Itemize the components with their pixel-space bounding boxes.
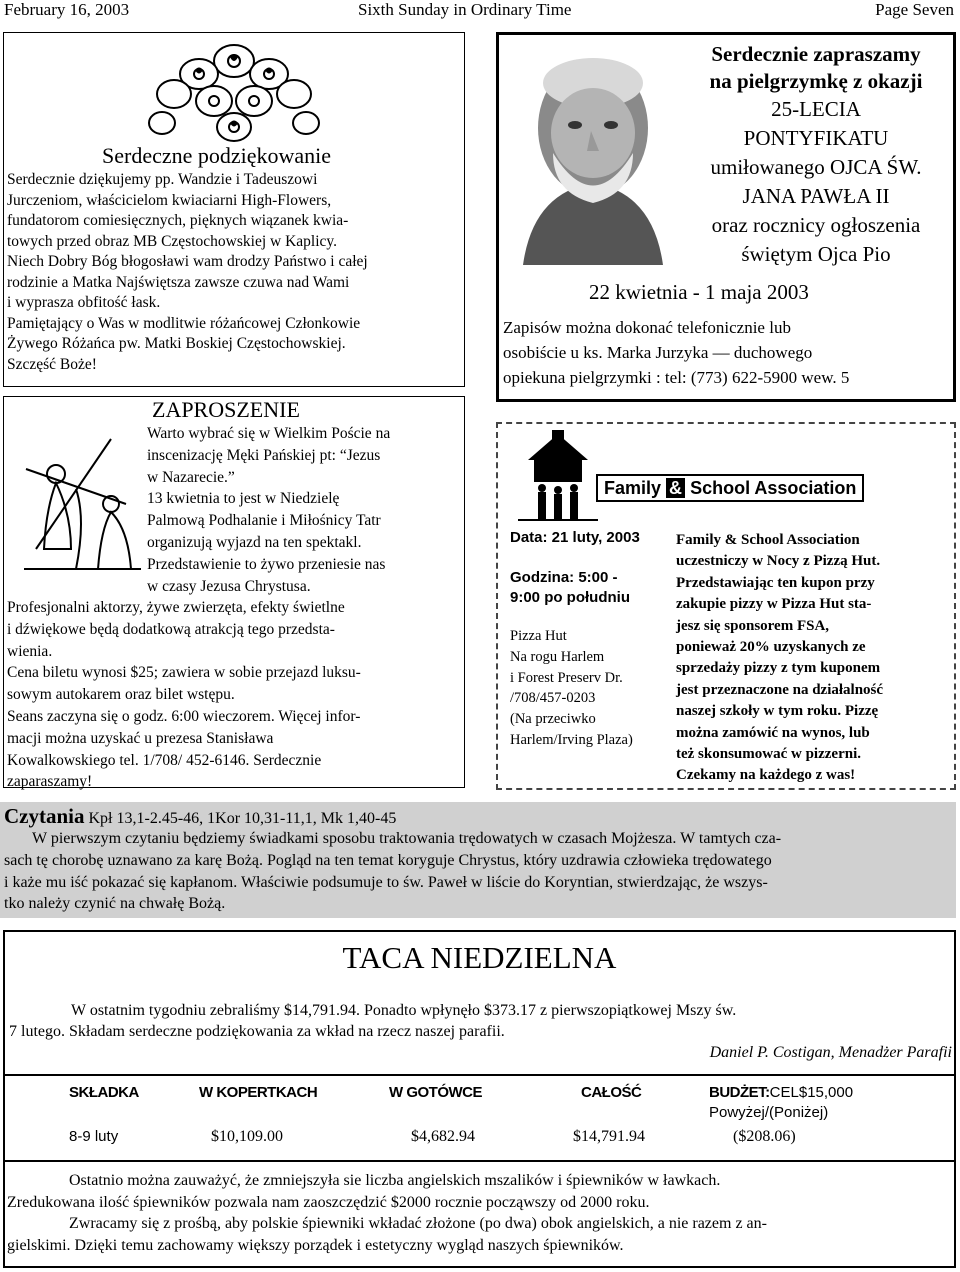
fsa-text-line: naszej szkoły w tym roku. Pizzę [676,703,879,720]
fsa-text-line: można zamówić na wynos, lub [676,724,870,741]
fsa-text-line: też skonsumować w pizzerni. [676,746,861,763]
header-date: February 16, 2003 [4,0,130,19]
fsa-logo-family: Family [604,478,662,498]
thanks-line: i wyprasza obfitość łask. [7,294,161,311]
row-gotowka: $4,682.94 [411,1128,475,1145]
col-header-skladka: SKŁADKA [69,1084,139,1101]
fsa-text-line: Czekamy na każdego z was! [676,767,856,784]
invite-line: Przedstawienie to żywo przeniesie nas [147,555,386,573]
invite-line: Kowalkowskiego tel. 1/708/ 452-6146. Serdecznie [7,751,322,769]
col-header-kopertki: W KOPERTKACH [199,1084,318,1101]
fsa-description [676,530,952,787]
pilgrimage-line: PONTYFIKATU [743,126,889,150]
pilgrimage-line: umiłowanego OJCA ŚW. [710,155,922,179]
invite-line: sowym autokarem oraz bilet wstępu. [7,686,235,704]
readings-section [0,802,956,918]
pilgrimage-info [503,315,955,390]
budget-value: CEL$15,000 [769,1084,854,1101]
fsa-text-line: jesz się sponsorem FSA, [676,617,830,634]
readings-line: W pierwszym czytaniu będziemy świadkami sposobu traktowania trędowatych w czasach Mojżesza. W tamtych cza- [32,830,782,847]
pilgrimage-line: JANA PAWŁA II [742,184,890,208]
pilgrimage-line: świętym Ojca Pio [741,242,891,266]
taca-note-line: gielskimi. Dzięki temu zachowamy większy porządek i estetyczny wygląd naszych śpiewników. [7,1236,624,1254]
taca-note-line: Ostatnio można zauważyć, że zmniejszyła sie liczba angielskich mszalików i śpiewników w ławkach. [69,1172,721,1189]
fsa-text-line: uczestniczy w Nocy z Pizzą Hut. [676,553,881,570]
school-house-icon [518,430,598,522]
stations-of-cross-illustration [16,429,146,579]
invite-line: Cena biletu wynosi $25; zawiera w sobie przejazd luksu- [7,664,361,682]
taca-note [7,1170,952,1256]
readings-line: i każe mu iść pokazać się kapłanom. Właściwie podsumuje to św. Paweł w liście do Koryntian, stwierdzając, że wszys- [4,873,768,891]
fsa-date: Data: 21 luty, 2003 [510,529,640,546]
invite-line: wienia. [7,642,53,660]
invitation-box [3,396,465,791]
padre-pio-portrait [513,43,673,265]
fsa-text-line: ponieważ 20% uzyskanych ze [676,639,866,656]
fsa-place [510,626,633,751]
budget-sub: Powyżej/(Poniżej) [709,1104,829,1121]
thanks-line: rodzinie a Matka Najświętsza zawsze czuwa nad Wami [7,273,350,291]
fsa-place-line: Harlem/Irving Plaza) [510,731,633,748]
invite-line: Profesjonalni aktorzy, żywe zwierzęta, efekty świetlne [7,599,345,616]
taca-signature: Daniel P. Costigan, Menadżer Parafii [709,1044,952,1061]
taca-body [9,1000,949,1042]
fsa-text-line: zakupie pizzy w Pizza Hut sta- [676,596,872,613]
readings-header [4,804,396,829]
taca-line: W ostatnim tygodniu zebraliśmy $14,791.94. Ponadto wpłynęło $373.17 z pierwszopiątkowej Mszy św. [71,1002,737,1019]
fsa-logo [596,474,864,502]
fsa-time [510,568,630,608]
pilgrimage-info-line: osobiście u ks. Marka Jurzyka — duchowego [503,343,813,362]
row-budzet: ($208.06) [733,1128,796,1145]
fsa-place-line: i Forest Preserv Dr. [510,669,623,686]
thanks-line: Szczęść Boże! [7,355,97,373]
fsa-time-line: 9:00 po południu [510,589,630,606]
readings-title: Czytania [4,804,85,828]
budget-label: BUDŻET: [709,1084,770,1101]
header-page: Page Seven [875,0,954,19]
invite-line: zaparaszamy! [7,773,93,791]
invite-line: inscenizację Męki Pańskiej pt: “Jezus [147,446,381,464]
pilgrimage-line: na pielgrzymkę z okazji [709,69,923,93]
invite-line: w Nazarecie.” [147,468,235,486]
invitation-title: ZAPROSZENIE [152,397,300,422]
fsa-text-line: jest przeznaczone na działalność [676,681,884,698]
taca-note-line: Zwracamy się z prośbą, aby polskie śpiewniki wkładać złożone (po dwa) obok angielskich, a nie razem z an- [69,1215,767,1232]
pilgrimage-line: Serdecznie zapraszamy [711,42,921,66]
fsa-logo-school: School Association [690,478,857,498]
taca-title: TACA NIEDZIELNA [342,940,617,975]
invitation-indent-text [147,423,462,597]
taca-note-line: Zredukowana ilość śpiewników pozwala nam zaoszczędzić $2000 rocznie począwszy od 2000 roku. [7,1193,650,1211]
row-week: 8-9 luty [69,1128,119,1145]
pilgrimage-line: 25-LECIA [771,97,861,121]
thanks-line: Serdecznie dziękujemy pp. Wandzie i Tadeuszowi [7,171,318,188]
readings-line: sach tę chorobę uznawano za karę Bożą. Pogląd na ten temat koryguje Chrystus, który uzdrawia człowieka trędowatego [4,851,772,869]
thanks-line: Niech Dobry Bóg błogosławi wam drodzy Państwo i całej [7,253,368,270]
col-header-calosc: CAŁOŚĆ [581,1084,642,1101]
invite-line: w czasy Jezusa Chrystusa. [147,577,311,595]
fsa-text-line: sprzedaży pizzy z tym kuponem [676,660,881,677]
fsa-time-line: Godzina: 5:00 - [510,569,618,586]
row-kopertki: $10,109.00 [211,1128,283,1145]
fsa-text-line: Przedstawiając ten kupon przy [676,574,875,591]
invite-line: 13 kwietnia to jest w Niedzielę [147,490,340,508]
thanks-line: Jurczeniom, właścicielom kwiaciarni High-Flowers, [7,191,332,209]
pilgrimage-line: oraz rocznicy ogłoszenia [711,213,921,237]
invite-line: macji można uzyskać u prezesa Stanisława [7,729,274,747]
thanks-line: Żywego Różańca pw. Matki Boskiej Częstochowskiej. [7,335,346,352]
thanks-box [3,32,465,387]
readings-line: tko należy czynić na chwałę Bożą. [4,895,226,913]
flower-bouquet-illustration [134,39,334,149]
thanks-body [7,170,462,375]
fsa-text-line: Family & School Association [676,532,860,548]
readings-body [4,828,954,915]
pilgrimage-heading [679,41,953,269]
fsa-logo-amp: & [666,478,685,498]
thanks-line: fundatorom comiesięcznych, pięknych wiązanek kwia- [7,212,349,229]
invite-line: i dźwiękowe będą dodatkową atrakcją tego przedsta- [7,620,335,638]
thanks-line: towych przed obraz MB Częstochowskiej w Kaplicy. [7,232,338,250]
readings-refs: Kpł 13,1-2.45-46, 1Kor 10,31-11,1, Mk 1,40-45 [88,810,397,827]
invite-line: Palmową Podhalanie i Miłośnicy Tatr [147,512,381,530]
fsa-place-line: /708/457-0203 [510,690,596,707]
thanks-line: Pamiętający o Was w modlitwie różańcowej Członkowie [7,314,361,332]
pilgrimage-info-line: opiekuna pielgrzymki : tel: (773) 622-5900 wew. 5 [503,368,850,387]
invite-line: organizują wyjazd na ten spektakl. [147,533,362,551]
table-bottom-rule [3,1160,956,1162]
col-header-gotowka: W GOTÓWCE [389,1084,482,1101]
fsa-place-line: Na rogu Harlem [510,648,605,665]
pilgrimage-dates: 22 kwietnia - 1 maja 2003 [589,280,809,304]
table-top-rule [3,1074,956,1076]
pilgrimage-info-line: Zapisów można dokonać telefonicznie lub [503,318,791,337]
pilgrimage-box [496,32,956,402]
fsa-place-line: Pizza Hut [510,628,567,644]
invite-line: Warto wybrać się w Wielkim Poście na [147,425,391,442]
invitation-text [7,597,462,793]
thanks-title: Serdeczne podziękowanie [102,143,332,168]
header-occasion: Sixth Sunday in Ordinary Time [358,0,572,19]
taca-line: 7 lutego. Składam serdeczne podziękowania za wkład na rzecz naszej parafii. [9,1023,505,1040]
row-calosc: $14,791.94 [573,1128,645,1145]
fsa-place-line: (Na przeciwko [510,711,596,728]
taca-box [3,930,956,1268]
invite-line: Seans zaczyna się o godz. 6:00 wieczorem. Więcej infor- [7,707,361,725]
fsa-coupon-box [496,422,956,790]
col-header-budzet [709,1084,853,1101]
